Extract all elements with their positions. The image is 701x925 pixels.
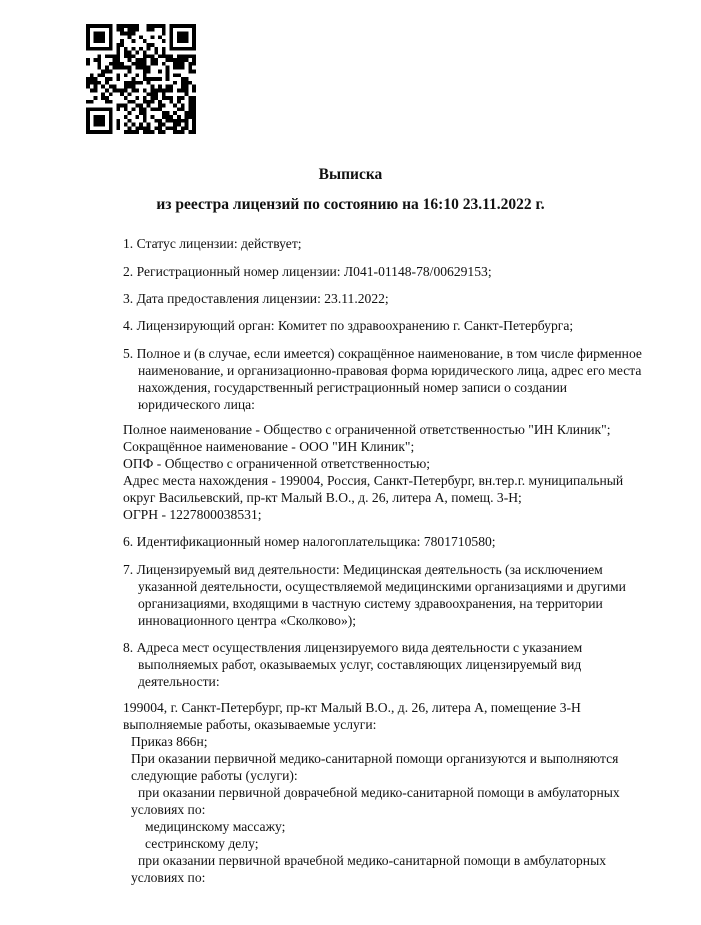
item-text: Лицензируемый вид деятельности: Медицинская деятельность (за исключением <box>136 562 603 577</box>
place-doc-line-2: условиях по: <box>131 870 206 885</box>
item-text-cont: нахождения, государственный регистрационный номер записи о создании <box>138 380 568 395</box>
item-text-cont: инновационного центра «Сколково»); <box>138 613 357 628</box>
item-number: 6. <box>123 534 134 549</box>
item-text-cont: юридического лица: <box>138 397 255 412</box>
item-3 <box>123 291 389 308</box>
qr-code <box>86 24 196 134</box>
item-text: Статус лицензии: действует; <box>136 236 302 251</box>
place-works-label: выполняемые работы, оказываемые услуги: <box>123 717 377 732</box>
item-text: Идентификационный номер налогоплательщика: 7801710580; <box>136 534 496 549</box>
document-title: Выписка <box>318 166 383 183</box>
item-text-cont: наименование, и организационно-правовая форма юридического лица, адрес его места <box>138 363 642 378</box>
item-number: 4. <box>123 318 134 333</box>
place-predoc-line-1: при оказании первичной доврачебной медико-санитарной помощи в амбулаторных <box>138 785 620 800</box>
org-short-name: Сокращённое наименование - ООО "ИН Клиник"; <box>123 439 415 454</box>
item-number: 8. <box>123 640 134 655</box>
org-address-line-1: Адрес места нахождения - 199004, Россия, Санкт-Петербург, вн.тер.г. муниципальный <box>123 473 624 488</box>
place-primary-line-1: При оказании первичной медико-санитарной помощи организуются и выполняются <box>131 751 619 766</box>
item-number: 5. <box>123 346 134 361</box>
item-text-cont: указанной деятельности, осуществляемой медицинскими организациями и другими <box>138 579 626 594</box>
place-address: 199004, г. Санкт-Петербург, пр-кт Малый В.О., д. 26, литера А, помещение 3-Н <box>123 700 581 715</box>
org-ogrn: ОГРН - 1227800038531; <box>123 507 262 522</box>
item-number: 3. <box>123 291 134 306</box>
document-subtitle: из реестра лицензий по состоянию на 16:10 23.11.2022 г. <box>156 196 545 213</box>
place-primary-line-2: следующие работы (услуги): <box>131 768 298 783</box>
item-text-cont: выполняемых работ, оказываемых услуг, составляющих лицензируемый вид <box>138 657 582 672</box>
item-text-cont: деятельности: <box>138 674 220 689</box>
item-number: 2. <box>123 264 134 279</box>
item-number: 7. <box>123 562 134 577</box>
item-4 <box>123 318 573 335</box>
item-6 <box>123 534 496 551</box>
org-address-line-2: округ Васильевский, пр-кт Малый В.О., д. 26, литера А, помещ. 3-Н; <box>123 490 522 505</box>
place-doc-line-1: при оказании первичной врачебной медико-санитарной помощи в амбулаторных <box>138 853 606 868</box>
item-text: Дата предоставления лицензии: 23.11.2022; <box>136 291 389 306</box>
item-text: Регистрационный номер лицензии: Л041-01148-78/00629153; <box>136 264 492 279</box>
place-predoc-line-2: условиях по: <box>131 802 206 817</box>
item-2 <box>123 264 492 281</box>
org-full-name: Полное наименование - Общество с ограниченной ответственностью "ИН Клиник"; <box>123 422 611 437</box>
item-number: 1. <box>123 236 134 251</box>
item-text: Полное и (в случае, если имеется) сокращённое наименование, в том числе фирменное <box>136 346 642 361</box>
place-order: Приказ 866н; <box>131 734 208 749</box>
place-massage: медицинскому массажу; <box>145 819 286 834</box>
item-text: Лицензирующий орган: Комитет по здравоохранению г. Санкт-Петербурга; <box>136 318 574 333</box>
item-text-cont: организациями, входящими в частную систему здравоохранения, на территории <box>138 596 603 611</box>
org-opf: ОПФ - Общество с ограниченной ответственностью; <box>123 456 431 471</box>
item-1 <box>123 236 302 253</box>
item-text: Адреса мест осуществления лицензируемого вида деятельности с указанием <box>136 640 583 655</box>
place-nursing: сестринскому делу; <box>145 836 259 851</box>
